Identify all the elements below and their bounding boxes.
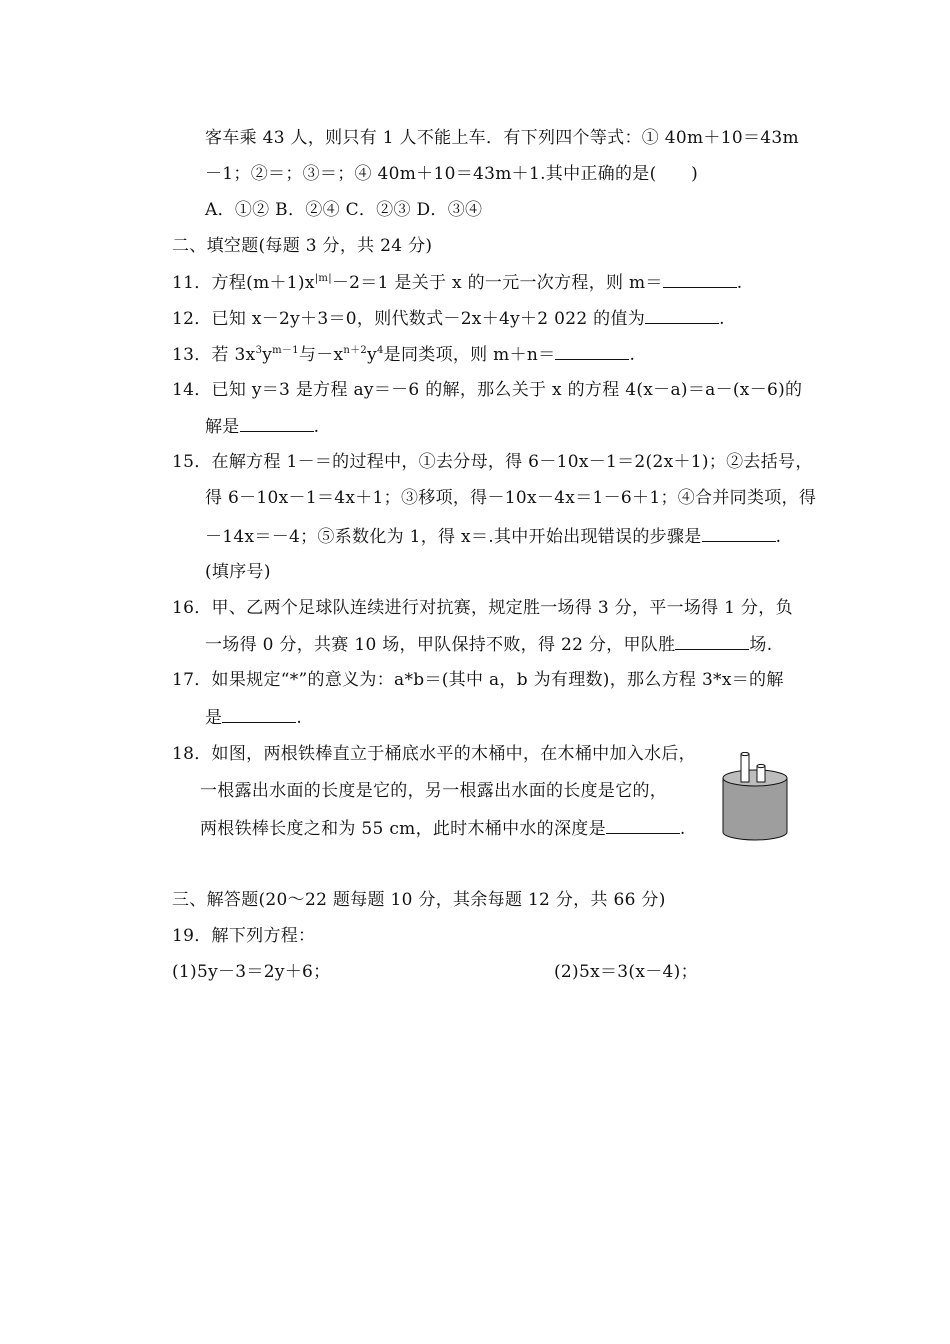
q10-options: A．①② B．②④ C．②③ D．③④ [205, 200, 483, 220]
q13-answer-blank[interactable] [555, 343, 629, 360]
q13-exp-4: 4 [377, 345, 384, 356]
q19-text: 解下列方程： [211, 926, 316, 946]
q18-text-1: 如图，两根铁棒直立于桶底水平的木桶中，在木桶中加入水后， [211, 744, 696, 764]
q14-end: . [313, 417, 320, 437]
q11-text-b: －2＝1 是关于 x 的一元一次方程，则 m＝ [331, 273, 663, 293]
q17-text-1: 如果规定“*”的意义为：a*b＝(其中 a，b 为有理数)，那么方程 3*x＝的解 [211, 670, 784, 690]
q13-text-c: 与－x [298, 345, 344, 365]
q11-text-c: . [736, 273, 743, 293]
q18-end: . [679, 819, 686, 839]
q12-text: 已知 x－2y＋3＝0，则代数式－2x＋4y＋2 022 的值为 [211, 309, 646, 329]
q18-number: 18． [172, 744, 212, 764]
q13-number: 13． [172, 345, 212, 365]
q13-exp-2: m－1 [272, 345, 299, 356]
q18-line3 [200, 817, 686, 840]
q19-part2: (2)5x＝3(x－4)； [554, 962, 698, 982]
q14-text-b: 解是 [205, 417, 240, 437]
iron-rod-short-top [757, 764, 765, 767]
q13-end: . [629, 345, 636, 365]
barrel-body [723, 778, 787, 840]
barrel-water-surface [723, 770, 787, 786]
barrel-figure [719, 752, 791, 842]
q16-text-1: 甲、乙两个足球队连续进行对抗赛，规定胜一场得 3 分，平一场得 1 分，负 [211, 598, 793, 618]
section3-title: 三、解答题(20～22 题每题 10 分，其余每题 12 分，共 66 分) [172, 890, 666, 910]
q16-line2 [205, 633, 772, 656]
q16-text-2: 一场得 0 分，共赛 10 场，甲队保持不败，得 22 分，甲队胜 [205, 635, 676, 655]
q14-number: 14． [172, 380, 212, 400]
q10-line1: 客车乘 43 人，则只有 1 人不能上车．有下列四个等式：① 40m＋10＝43m [205, 128, 799, 148]
q11-number: 11． [172, 273, 212, 293]
q16-number: 16． [172, 598, 212, 618]
q15-end: . [775, 527, 782, 547]
iron-rod-long-top [741, 752, 749, 755]
q13-exp-1: 3 [255, 345, 263, 356]
q10-line2: －1；②＝；③＝；④ 40m＋10＝43m＋1.其中正确的是( ) [205, 164, 699, 184]
q13 [172, 343, 635, 369]
q14-answer-blank[interactable] [240, 415, 314, 432]
q15-line4: (填序号) [205, 562, 271, 582]
q14-line1 [172, 379, 802, 401]
q19-part1: (1)5y－3＝2y＋6； [172, 962, 331, 982]
q15-line3 [205, 525, 781, 548]
q12-end: . [719, 309, 725, 329]
iron-rod-long [741, 754, 749, 782]
q17-line1 [172, 669, 784, 691]
q17-answer-blank[interactable] [222, 706, 296, 723]
q12-number: 12． [172, 309, 212, 329]
q18-answer-blank[interactable] [606, 817, 680, 834]
q13-text-e: 是同类项，则 m＋n＝ [383, 345, 556, 365]
q17-number: 17． [172, 670, 212, 690]
iron-rod-short [757, 766, 765, 782]
q13-exp-3: n＋2 [343, 345, 368, 356]
q18-line1 [172, 743, 696, 765]
q11-text-a: 方程(m＋1)x [211, 273, 315, 293]
section2-title: 二、填空题(每题 3 分，共 24 分) [172, 236, 433, 256]
q17-line2 [205, 706, 302, 729]
q14-line2 [205, 415, 319, 438]
q15-line2: 得 6－10x－1＝4x＋1；③移项，得－10x－4x＝1－6＋1；④合并同类项，得 [205, 488, 817, 508]
q11-exponent: |m| [314, 273, 332, 284]
q13-text-d: y [367, 345, 377, 365]
q16-end: 场. [749, 635, 773, 655]
q12-answer-blank[interactable] [645, 307, 719, 324]
q17-end: . [296, 708, 303, 728]
q18-text-3: 两根铁棒长度之和为 55 cm，此时木桶中水的深度是 [200, 819, 606, 839]
q17-text-2: 是 [205, 708, 223, 728]
q19-number: 19． [172, 926, 212, 946]
q14-text: 已知 y＝3 是方程 ay＝－6 的解，那么关于 x 的方程 4(x－a)＝a－(x－6)的 [211, 380, 803, 400]
q16-line1 [172, 597, 793, 619]
q12 [172, 307, 725, 330]
q11 [172, 271, 742, 297]
q15-text-3: －14x＝－4；⑤系数化为 1，得 x＝.其中开始出现错误的步骤是 [205, 527, 702, 547]
q19 [172, 925, 315, 947]
q13-text-b: y [262, 345, 273, 365]
q11-answer-blank[interactable] [663, 271, 737, 288]
q15-number: 15． [172, 452, 212, 472]
q18-line2: 一根露出水面的长度是它的，另一根露出水面的长度是它的， [200, 781, 668, 801]
q15-text-1: 在解方程 1－＝的过程中，①去分母，得 6－10x－1＝2(2x＋1)；②去括号， [211, 452, 813, 472]
q16-answer-blank[interactable] [675, 633, 749, 650]
q15-line1 [172, 451, 813, 473]
q15-answer-blank[interactable] [702, 525, 776, 542]
q13-text-a: 若 3x [211, 345, 256, 365]
